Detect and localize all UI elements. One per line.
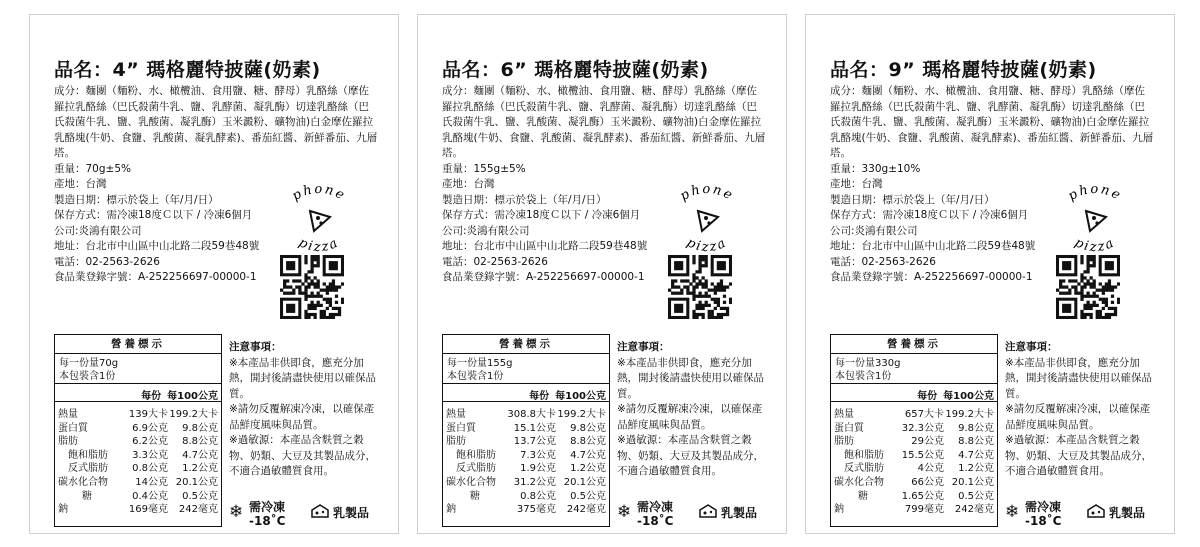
serving-info	[55, 354, 221, 384]
nutrition-row	[58, 503, 218, 517]
nutrient-per-100g: 242毫克	[954, 504, 994, 516]
label-content	[54, 55, 378, 528]
nutrient-name: 碳水化合物	[58, 476, 108, 488]
bottom-section	[54, 334, 378, 534]
note-item: ※本產品非供即食，應充分加熱，開封後請盡快使用以確保品質。	[229, 356, 376, 400]
address-text: 地址：台北市中山區中山北路二段59巷48號	[442, 240, 648, 252]
column-per-100g: 每100公克	[555, 391, 606, 402]
notes-section	[617, 340, 769, 480]
nutrient-name: 脂肪	[446, 436, 466, 448]
product-label	[417, 14, 787, 534]
nutrient-name: 蛋白質	[58, 422, 88, 434]
nutrition-table	[54, 334, 222, 527]
nutrient-per-serving: 13.7公克	[513, 436, 556, 448]
nutrition-table	[830, 334, 998, 527]
nutrition-row	[58, 449, 218, 463]
nutrient-per-100g: 1.2公克	[182, 463, 218, 475]
nutrition-row	[446, 435, 606, 449]
nutrient-per-serving: 375毫克	[516, 504, 556, 516]
nutrition-rows	[55, 402, 221, 517]
note-item: ※請勿反覆解凍冷凍，以確保產品鮮度風味與品質。	[617, 403, 763, 431]
product-label	[29, 14, 399, 534]
nutrition-column-headers	[831, 384, 997, 402]
nutrient-name: 鈉	[446, 504, 456, 516]
nutrition-table	[442, 334, 610, 527]
cheese-icon	[1087, 504, 1105, 518]
nutrition-row	[834, 408, 994, 422]
nutrient-per-serving: 657大卡	[904, 409, 944, 420]
nutrition-row	[58, 490, 218, 504]
column-per-100g: 每100公克	[167, 391, 218, 402]
nutrition-row	[834, 422, 994, 436]
nutrient-per-100g: 9.8公克	[182, 422, 218, 434]
storage-text: 保存方式：需冷凍18度Ｃ以下 / 冷凍6個月	[442, 209, 641, 221]
column-per-100g: 每100公克	[943, 391, 994, 402]
nutrient-per-serving: 1.9公克	[520, 463, 556, 475]
serving-info	[443, 354, 609, 384]
storage-icons	[617, 498, 769, 532]
nutrition-row	[58, 435, 218, 449]
storage-text: 保存方式：需冷凍18度Ｃ以下 / 冷凍6個月	[54, 209, 253, 221]
ingredients-text: 成分：麵團（麵粉、水、橄欖油、食用鹽、糖、酵母）乳酪絲（摩佐羅拉乳酪絲（巴氏殺菌牛乳、鹽、乳酵菌、凝乳酶）切達乳酪絲（巴氏殺菌牛乳、鹽、乳酸菌、凝乳酶）玉米澱粉、礦物油)白金摩佐羅拉乳酪塊(牛奶、食鹽、乳酸菌、凝乳酵素)、番茄紅醬、新鮮番茄、九層塔。	[442, 85, 766, 159]
frozen-label: 需冷凍	[249, 500, 286, 514]
nutrient-per-serving: 4公克	[917, 463, 944, 475]
weight-text: 重量：330g±10%	[830, 162, 921, 175]
cheese-icon	[699, 504, 717, 518]
nutrient-per-100g: 1.2公克	[570, 463, 606, 475]
frozen-text	[249, 500, 286, 528]
nutrient-per-100g: 199.2大卡	[169, 409, 218, 420]
nutrient-per-100g: 9.8公克	[570, 422, 606, 434]
storage-icons	[229, 498, 381, 532]
notes-title: 注意事項：	[617, 341, 670, 353]
origin-text: 產地：台灣	[442, 178, 495, 190]
serving-size: 每一份量70g	[59, 358, 119, 369]
column-per-serving: 每份	[141, 391, 162, 402]
note-item: ※請勿反覆解凍冷凍，以確保產品鮮度風味與品質。	[229, 403, 375, 431]
bottom-section	[442, 334, 766, 534]
note-item: ※過敏源：本產品含麩質之穀物、奶類、大豆及其製品成分，不適合過敏體質食用。	[617, 434, 764, 477]
nutrition-title: 營養標示	[55, 335, 221, 354]
nutrition-row	[834, 490, 994, 504]
nutrient-per-serving: 66公克	[911, 476, 944, 488]
product-title: 品名：6” 瑪格麗特披薩(奶素)	[442, 59, 709, 81]
weight-text: 重量：70g±5%	[54, 162, 131, 175]
weight-text: 重量：155g±5%	[442, 162, 526, 175]
ingredients-text: 成分：麵團（麵粉、水、橄欖油、食用鹽、糖、酵母）乳酪絲（摩佐羅拉乳酪絲（巴氏殺菌牛乳、鹽、乳酵菌、凝乳酶）切達乳酪絲（巴氏殺菌牛乳、鹽、乳酸菌、凝乳酶）玉米澱粉、礦物油)白金摩佐羅拉乳酪塊(牛奶、食鹽、乳酸菌、凝乳酵素)、番茄紅醬、新鮮番茄、九層塔。	[830, 85, 1154, 159]
frozen-label: 需冷凍	[637, 500, 674, 514]
svg-text:phone: phone	[1065, 183, 1125, 205]
snowflake-icon: ❄	[1005, 502, 1020, 522]
servings-per-pack: 本包裝含1份	[447, 371, 504, 382]
nutrient-per-serving: 169毫克	[128, 504, 168, 516]
snowflake-icon: ❄	[229, 502, 244, 522]
nutrient-per-serving: 29公克	[911, 436, 944, 448]
nutrition-row	[834, 449, 994, 463]
mfg-date-text: 製造日期：標示於袋上（年/月/日）	[54, 193, 219, 206]
nutrient-per-100g: 8.8公克	[958, 436, 994, 448]
nutrient-per-100g: 20.1公克	[175, 476, 218, 488]
snowflake-icon: ❄	[617, 502, 632, 522]
bottom-section	[830, 334, 1154, 534]
nutrient-per-serving: 32.3公克	[901, 422, 944, 434]
nutrient-per-serving: 308.8大卡	[507, 409, 556, 420]
nutrition-row	[834, 476, 994, 490]
frozen-temp: -18˚C	[249, 514, 286, 528]
storage-text: 保存方式：需冷凍18度Ｃ以下 / 冷凍6個月	[830, 209, 1029, 221]
note-item: ※請勿反覆解凍冷凍，以確保產品鮮度風味與品質。	[1005, 403, 1151, 431]
cheese-icon	[311, 504, 329, 518]
nutrition-row	[58, 462, 218, 476]
note-item: ※本產品非供即食，應充分加熱，開封後請盡快使用以確保品質。	[1005, 356, 1152, 400]
nutrient-name: 反式脂肪	[68, 463, 108, 475]
nutrition-row	[446, 490, 606, 504]
registration-text: 食品業登錄字號：A-252256697-00000-1	[54, 271, 257, 283]
nutrition-row	[446, 503, 606, 517]
nutrition-row	[834, 462, 994, 476]
nutrition-row	[58, 422, 218, 436]
registration-text: 食品業登錄字號：A-252256697-00000-1	[442, 271, 645, 283]
nutrition-row	[58, 408, 218, 422]
frozen-text	[1025, 500, 1062, 528]
nutrient-name: 熱量	[834, 409, 854, 420]
mfg-date-text: 製造日期：標示於袋上（年/月/日）	[830, 193, 995, 206]
nutrient-name: 碳水化合物	[834, 476, 884, 488]
address-text: 地址：台北市中山區中山北路二段59巷48號	[54, 240, 260, 252]
nutrient-per-100g: 8.8公克	[182, 436, 218, 448]
frozen-temp: -18˚C	[637, 514, 674, 528]
notes-section	[229, 340, 381, 480]
nutrient-name: 飽和脂肪	[68, 449, 108, 461]
nutrition-row	[446, 449, 606, 463]
notes-section	[1005, 340, 1157, 480]
svg-text:pizza: pizza	[296, 235, 342, 256]
product-title: 品名：9” 瑪格麗特披薩(奶素)	[830, 59, 1097, 81]
nutrient-per-serving: 1.65公克	[901, 490, 944, 502]
nutrition-column-headers	[55, 384, 221, 402]
nutrient-per-serving: 0.4公克	[132, 490, 168, 502]
nutrition-title: 營養標示	[443, 335, 609, 354]
nutrient-per-serving: 6.9公克	[132, 422, 168, 434]
nutrition-rows	[443, 402, 609, 517]
storage-icons	[1005, 498, 1157, 532]
product-label	[805, 14, 1175, 534]
registration-text: 食品業登錄字號：A-252256697-00000-1	[830, 271, 1033, 283]
nutrient-per-serving: 15.5公克	[901, 449, 944, 461]
nutrient-per-serving: 7.3公克	[520, 449, 556, 461]
nutrient-name: 碳水化合物	[446, 476, 496, 488]
note-item: ※過敏源：本產品含麩質之穀物、奶類、大豆及其製品成分，不適合過敏體質食用。	[229, 434, 376, 477]
qr-code[interactable]	[668, 255, 732, 319]
nutrient-name: 熱量	[58, 409, 78, 420]
nutrition-title: 營養標示	[831, 335, 997, 354]
phone-pizza-logo	[1052, 183, 1138, 257]
column-per-serving: 每份	[917, 391, 938, 402]
nutrient-name: 飽和脂肪	[844, 449, 884, 461]
company-text: 公司:炎鴻有限公司	[54, 224, 142, 237]
nutrient-name: 糖	[858, 490, 868, 502]
nutrient-name: 脂肪	[58, 436, 78, 448]
nutrient-name: 脂肪	[834, 436, 854, 448]
nutrient-name: 反式脂肪	[456, 463, 496, 475]
nutrition-row	[834, 435, 994, 449]
nutrient-name: 糖	[470, 490, 480, 502]
nutrient-per-serving: 139大卡	[128, 409, 168, 420]
nutrient-per-100g: 0.5公克	[570, 490, 606, 502]
note-item: ※過敏源：本產品含麩質之穀物、奶類、大豆及其製品成分，不適合過敏體質食用。	[1005, 434, 1152, 477]
nutrient-name: 鈉	[834, 504, 844, 516]
nutrient-per-100g: 20.1公克	[951, 476, 994, 488]
nutrition-row	[446, 422, 606, 436]
qr-code[interactable]	[1056, 255, 1120, 319]
svg-text:phone: phone	[677, 183, 737, 205]
nutrient-per-serving: 15.1公克	[513, 422, 556, 434]
company-text: 公司:炎鴻有限公司	[442, 224, 530, 237]
nutrient-name: 飽和脂肪	[456, 449, 496, 461]
nutrient-name: 糖	[82, 490, 92, 502]
nutrient-per-100g: 4.7公克	[182, 449, 218, 461]
frozen-temp: -18˚C	[1025, 514, 1062, 528]
frozen-text	[637, 500, 674, 528]
phone-text: 電話：02-2563-2626	[54, 255, 160, 268]
nutrient-per-100g: 4.7公克	[570, 449, 606, 461]
column-per-serving: 每份	[529, 391, 550, 402]
nutrient-name: 蛋白質	[834, 422, 864, 434]
svg-text:phone: phone	[289, 183, 349, 205]
serving-info	[831, 354, 997, 384]
servings-per-pack: 本包裝含1份	[835, 371, 892, 382]
nutrition-rows	[831, 402, 997, 517]
nutrient-per-serving: 0.8公克	[520, 490, 556, 502]
phone-pizza-logo	[276, 183, 362, 257]
address-text: 地址：台北市中山區中山北路二段59巷48號	[830, 240, 1036, 252]
product-title: 品名：4” 瑪格麗特披薩(奶素)	[54, 59, 321, 81]
nutrient-per-100g: 8.8公克	[570, 436, 606, 448]
dairy-label: 乳製品	[333, 506, 370, 520]
nutrient-per-100g: 242毫克	[566, 504, 606, 516]
nutrition-row	[834, 503, 994, 517]
qr-code[interactable]	[280, 255, 344, 319]
label-content	[442, 55, 766, 528]
frozen-label: 需冷凍	[1025, 500, 1062, 514]
nutrient-per-100g: 9.8公克	[958, 422, 994, 434]
svg-text:pizza: pizza	[684, 235, 730, 256]
notes-title: 注意事項：	[229, 341, 282, 353]
label-content	[830, 55, 1154, 528]
nutrient-per-100g: 1.2公克	[958, 463, 994, 475]
nutrient-per-100g: 0.5公克	[958, 490, 994, 502]
nutrition-row	[446, 408, 606, 422]
notes-title: 注意事項：	[1005, 341, 1058, 353]
company-text: 公司:炎鴻有限公司	[830, 224, 918, 237]
nutrient-per-serving: 14公克	[135, 476, 168, 488]
nutrient-name: 鈉	[58, 504, 68, 516]
nutrition-column-headers	[443, 384, 609, 402]
nutrition-row	[446, 462, 606, 476]
nutrient-per-serving: 31.2公克	[513, 476, 556, 488]
origin-text: 產地：台灣	[830, 178, 883, 190]
nutrient-per-serving: 799毫克	[904, 504, 944, 516]
mfg-date-text: 製造日期：標示於袋上（年/月/日）	[442, 193, 607, 206]
nutrient-per-100g: 4.7公克	[958, 449, 994, 461]
dairy-label: 乳製品	[1109, 506, 1146, 520]
svg-text:pizza: pizza	[1072, 235, 1118, 256]
nutrient-name: 反式脂肪	[844, 463, 884, 475]
ingredients-text: 成分：麵團（麵粉、水、橄欖油、食用鹽、糖、酵母）乳酪絲（摩佐羅拉乳酪絲（巴氏殺菌牛乳、鹽、乳酵菌、凝乳酶）切達乳酪絲（巴氏殺菌牛乳、鹽、乳酸菌、凝乳酶）玉米澱粉、礦物油)白金摩佐羅拉乳酪塊(牛奶、食鹽、乳酸菌、凝乳酵素)、番茄紅醬、新鮮番茄、九層塔。	[54, 85, 378, 159]
nutrient-per-100g: 0.5公克	[182, 490, 218, 502]
dairy-label: 乳製品	[721, 506, 758, 520]
phone-pizza-logo	[664, 183, 750, 257]
phone-text: 電話：02-2563-2626	[442, 255, 548, 268]
serving-size: 每一份量330g	[835, 358, 901, 369]
nutrient-per-100g: 242毫克	[178, 504, 218, 516]
nutrient-per-serving: 0.8公克	[132, 463, 168, 475]
phone-text: 電話：02-2563-2626	[830, 255, 936, 268]
nutrient-per-100g: 20.1公克	[563, 476, 606, 488]
nutrient-name: 蛋白質	[446, 422, 476, 434]
nutrient-per-100g: 199.2大卡	[945, 409, 994, 420]
servings-per-pack: 本包裝含1份	[59, 371, 116, 382]
nutrition-row	[58, 476, 218, 490]
nutrient-per-serving: 3.3公克	[132, 449, 168, 461]
nutrient-per-100g: 199.2大卡	[557, 409, 606, 420]
nutrient-per-serving: 6.2公克	[132, 436, 168, 448]
nutrition-row	[446, 476, 606, 490]
nutrient-name: 熱量	[446, 409, 466, 420]
note-item: ※本產品非供即食，應充分加熱，開封後請盡快使用以確保品質。	[617, 356, 764, 400]
origin-text: 產地：台灣	[54, 178, 107, 190]
serving-size: 每一份量155g	[447, 358, 513, 369]
